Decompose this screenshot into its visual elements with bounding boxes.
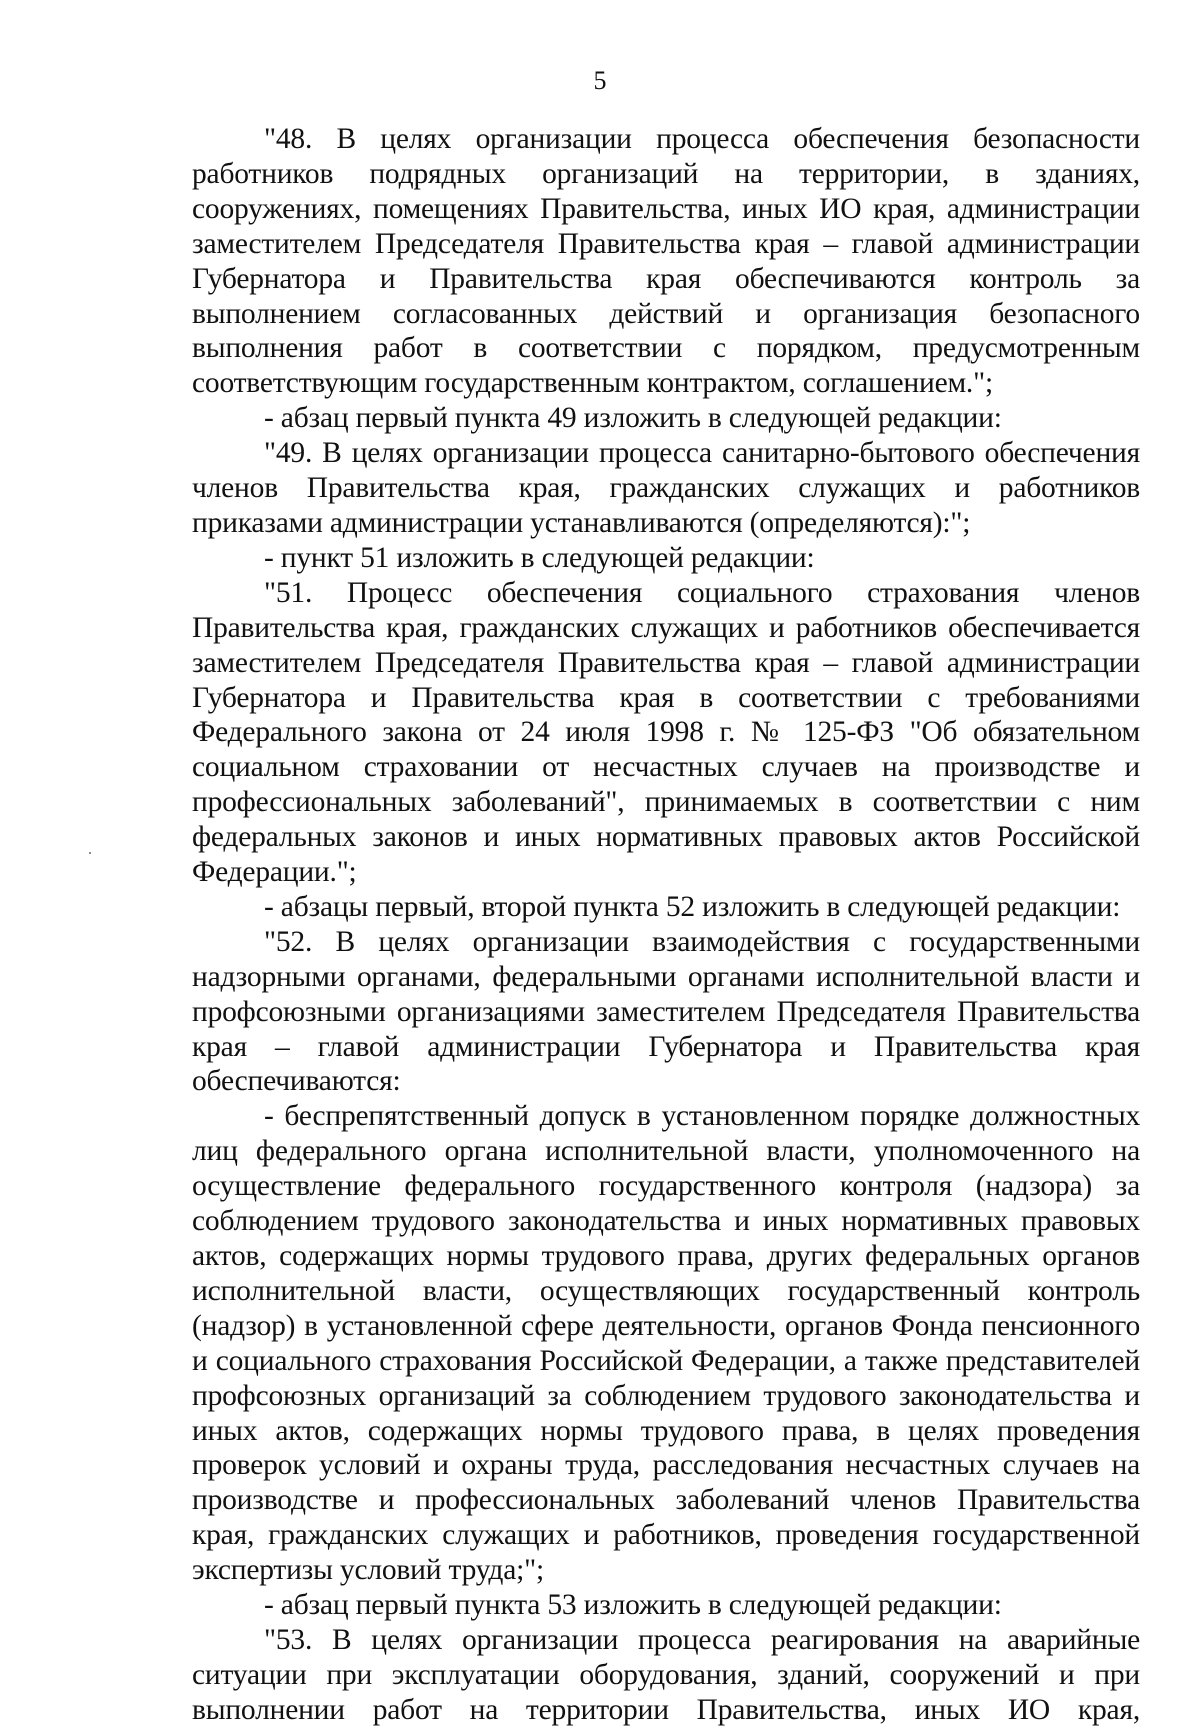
page-number: 5 (593, 66, 607, 95)
document-body (192, 122, 1140, 1728)
paragraph-53: "53. В целях организации процесса реагирования на аварийные ситуации при эксплуатации оборудования, зданий, сооружений и при выполнении работ на территории Правительства, иных ИО края, (192, 1623, 1140, 1726)
paragraph-51: "51. Процесс обеспечения социального страхования членов Правительства края, гражданских служащих и работников обеспечивается заместителем Председателя Правительства края – главой администрации Губернатора и Правительства края в соответствии с требованиями Федерального закона от 24 июля 1998 г. № 125-ФЗ "Об обязательном социальном страховании от несчастных случаев на производстве и профессиональных заболеваний", принимаемых в соответствии с ним федеральных законов и иных нормативных правовых актов Российской Федерации."; (192, 576, 1140, 889)
paragraph-48: "48. В целях организации процесса обеспечения безопасности работников подрядных организаций на территории, в зданиях, сооружениях, помещениях Правительства, иных ИО края, администрации заместителем Председателя Правительства края – главой администрации Губернатора и Правительства края обеспечиваются контроль за выполнением согласованных действий и организация безопасного выполнения работ в соответствии с порядком, предусмотренным соответствующим государственным контрактом, соглашением."; (192, 123, 1140, 400)
paragraph-49: "49. В целях организации процесса санитарно-бытового обеспечения членов Правительства края, гражданских служащих и работников приказами администрации устанавливаются (определяются):"; (192, 437, 1140, 539)
paragraph-52-list-item: - беспрепятственный допуск в установленном порядке должностных лиц федерального органа исполнительной власти, уполномоченного на осуществление федерального государственного контроля (надзора) за соблюдением трудового законодательства и иных нормативных правовых актов, содержащих нормы трудового права, других федеральных органов исполнительной власти, осуществляющих государственный контроль (надзор) в установленной сфере деятельности, органов Фонда пенсионного и социального страхования Российской Федерации, а также представителей профсоюзных организаций за соблюдением трудового законодательства и иных актов, содержащих нормы трудового права, в целях проведения проверок условий и охраны труда, расследования несчастных случаев на производстве и профессиональных заболеваний членов Правительства края, гражданских служащих и работников, проведения государственной экспертизы условий труда;"; (192, 1100, 1140, 1587)
amendment-instruction-51: - пункт 51 изложить в следующей редакции: (264, 541, 815, 574)
amendment-instruction-53: - абзац первый пункта 53 изложить в следующей редакции: (264, 1589, 1002, 1622)
paragraph-52: "52. В целях организации взаимодействия с государственными надзорными органами, федеральными органами исполнительной власти и профсоюзными организациями заместителем Председателя Правительства края – главой администрации Губернатора и Правительства края обеспечиваются: (192, 925, 1140, 1098)
amendment-instruction-49: - абзац первый пункта 49 изложить в следующей редакции: (264, 402, 1002, 435)
scan-speck (89, 852, 91, 854)
amendment-instruction-52: - абзацы первый, второй пункта 52 изложить в следующей редакции: (264, 890, 1121, 923)
